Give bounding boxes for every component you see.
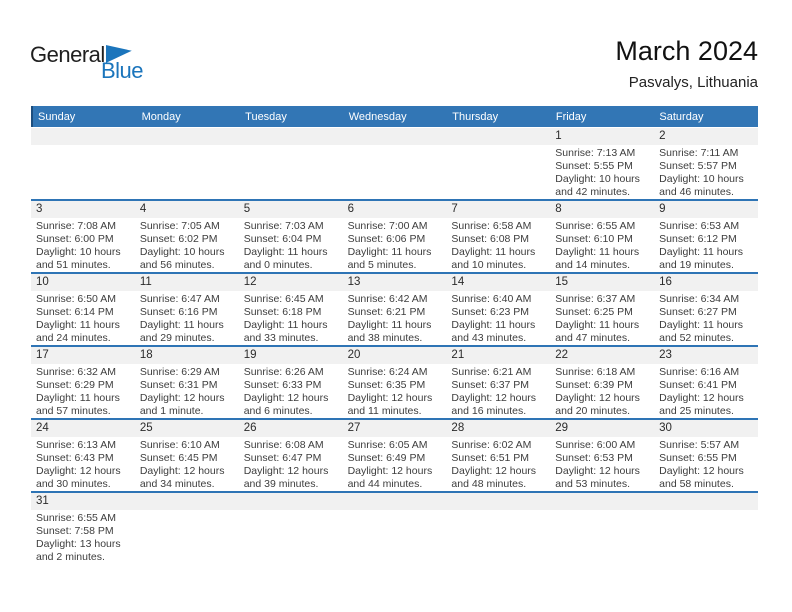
day-cell-details <box>31 437 135 491</box>
daylight-line-2: and 57 minutes. <box>36 405 111 417</box>
daylight-line-2: and 14 minutes. <box>555 259 630 271</box>
weekday-header-tuesday: Tuesday <box>245 110 287 123</box>
sunset-line: Sunset: 6:35 PM <box>347 379 426 391</box>
daylight-line-1: Daylight: 11 hours <box>243 319 328 331</box>
daylight-line-1: Daylight: 12 hours <box>555 465 640 477</box>
weekday-header-sunday: Sunday <box>38 110 76 123</box>
sunrise-line: Sunrise: 5:57 AM <box>659 439 740 451</box>
day-number: 6 <box>343 201 447 218</box>
daylight-line-1: Daylight: 11 hours <box>451 319 536 331</box>
day-cell-details <box>550 291 654 345</box>
day-cell-23 <box>654 347 758 418</box>
week-row-2 <box>31 201 758 274</box>
day-cell-16 <box>654 274 758 345</box>
sunrise-line: Sunrise: 6:13 AM <box>36 439 116 451</box>
daylight-line-2: and 52 minutes. <box>659 332 734 344</box>
sunrise-line: Sunrise: 6:40 AM <box>451 293 532 305</box>
sunrise-line: Sunrise: 7:13 AM <box>555 147 636 159</box>
day-cell-details <box>446 510 550 568</box>
day-cell-details <box>446 364 550 418</box>
day-cell-details <box>446 218 550 272</box>
sunrise-line: Sunrise: 6:50 AM <box>36 293 116 305</box>
day-cell-details <box>654 510 758 568</box>
day-cell-30 <box>654 420 758 491</box>
day-cell-7 <box>446 201 550 272</box>
empty-day-cell <box>135 493 239 568</box>
daylight-line-1: Daylight: 13 hours <box>36 538 121 550</box>
sunrise-line: Sunrise: 6:55 AM <box>555 220 636 232</box>
week-row-6 <box>31 493 758 568</box>
day-cell-details <box>239 364 343 418</box>
daylight-line-1: Daylight: 11 hours <box>659 319 743 331</box>
day-number: 9 <box>654 201 758 218</box>
empty-day-cell <box>31 128 135 199</box>
daylight-line-2: and 16 minutes. <box>451 405 527 417</box>
daylight-line-2: and 46 minutes. <box>659 186 734 198</box>
day-cell-details <box>31 364 135 418</box>
daylight-line-1: Daylight: 12 hours <box>139 465 225 477</box>
daylight-line-2: and 5 minutes. <box>347 259 417 271</box>
sunrise-line: Sunrise: 6:02 AM <box>451 439 532 451</box>
empty-day-cell <box>343 128 447 199</box>
day-number <box>239 493 343 510</box>
calendar-location: Pasvalys, Lithuania <box>628 74 758 91</box>
day-cell-details <box>135 364 239 418</box>
daylight-line-2: and 10 minutes. <box>451 259 527 271</box>
daylight-line-2: and 25 minutes. <box>659 405 734 417</box>
sunrise-line: Sunrise: 6:08 AM <box>243 439 324 451</box>
day-number: 2 <box>654 128 758 145</box>
day-cell-details <box>239 218 343 272</box>
day-number <box>135 128 239 145</box>
day-cell-details <box>446 437 550 491</box>
day-cell-details <box>135 145 239 199</box>
sunrise-line: Sunrise: 7:00 AM <box>347 220 428 232</box>
day-number: 24 <box>31 420 135 437</box>
day-number: 4 <box>135 201 239 218</box>
day-cell-15 <box>550 274 654 345</box>
daylight-line-1: Daylight: 11 hours <box>451 246 536 258</box>
sunset-line: Sunset: 6:04 PM <box>243 233 322 245</box>
sunset-line: Sunset: 6:31 PM <box>139 379 218 391</box>
day-cell-29 <box>550 420 654 491</box>
weekday-header-friday: Friday <box>555 110 587 123</box>
sunrise-line: Sunrise: 6:26 AM <box>243 366 324 378</box>
day-cell-25 <box>135 420 239 491</box>
day-cell-details <box>550 218 654 272</box>
sunrise-line: Sunrise: 6:16 AM <box>659 366 740 378</box>
sunset-line: Sunset: 6:23 PM <box>451 306 530 318</box>
sunset-line: Sunset: 6:37 PM <box>451 379 530 391</box>
daylight-line-2: and 1 minute. <box>139 405 204 417</box>
daylight-line-2: and 24 minutes. <box>36 332 111 344</box>
sunrise-line: Sunrise: 6:21 AM <box>451 366 532 378</box>
sunset-line: Sunset: 6:47 PM <box>243 452 322 464</box>
sunset-line: Sunset: 6:45 PM <box>139 452 218 464</box>
day-cell-details <box>135 510 239 568</box>
daylight-line-2: and 53 minutes. <box>555 478 630 490</box>
sunrise-line: Sunrise: 7:03 AM <box>243 220 324 232</box>
day-cell-details <box>654 364 758 418</box>
daylight-line-2: and 47 minutes. <box>555 332 630 344</box>
day-number <box>239 128 343 145</box>
daylight-line-2: and 2 minutes. <box>36 551 105 563</box>
sunset-line: Sunset: 6:49 PM <box>347 452 426 464</box>
empty-day-cell <box>135 128 239 199</box>
day-number: 27 <box>343 420 447 437</box>
day-number: 22 <box>550 347 654 364</box>
sunset-line: Sunset: 6:33 PM <box>243 379 322 391</box>
sunrise-line: Sunrise: 6:32 AM <box>36 366 116 378</box>
daylight-line-1: Daylight: 11 hours <box>659 246 743 258</box>
daylight-line-1: Daylight: 12 hours <box>555 392 640 404</box>
daylight-line-1: Daylight: 10 hours <box>139 246 225 258</box>
day-cell-10 <box>31 274 135 345</box>
day-cell-details <box>654 145 758 199</box>
day-cell-details <box>239 437 343 491</box>
day-cell-24 <box>31 420 135 491</box>
empty-day-cell <box>446 493 550 568</box>
day-number: 5 <box>239 201 343 218</box>
sunset-line: Sunset: 6:10 PM <box>555 233 633 245</box>
day-cell-details <box>31 145 135 199</box>
day-number <box>343 493 447 510</box>
week-row-3 <box>31 274 758 347</box>
sunset-line: Sunset: 6:55 PM <box>659 452 737 464</box>
day-cell-12 <box>239 274 343 345</box>
daylight-line-2: and 30 minutes. <box>36 478 111 490</box>
day-cell-details <box>343 145 447 199</box>
weekday-header-monday: Monday <box>141 110 181 123</box>
daylight-line-1: Daylight: 11 hours <box>347 246 432 258</box>
daylight-line-1: Daylight: 12 hours <box>347 465 433 477</box>
day-number: 23 <box>654 347 758 364</box>
daylight-line-2: and 42 minutes. <box>555 186 630 198</box>
sunrise-line: Sunrise: 7:11 AM <box>659 147 739 159</box>
day-cell-4 <box>135 201 239 272</box>
daylight-line-2: and 58 minutes. <box>659 478 734 490</box>
daylight-line-1: Daylight: 11 hours <box>555 246 640 258</box>
day-cell-details <box>31 291 135 345</box>
day-number: 17 <box>31 347 135 364</box>
day-number: 16 <box>654 274 758 291</box>
day-number <box>446 493 550 510</box>
sunrise-line: Sunrise: 7:05 AM <box>139 220 220 232</box>
daylight-line-2: and 19 minutes. <box>659 259 734 271</box>
calendar-body <box>31 128 758 568</box>
daylight-line-1: Daylight: 11 hours <box>347 319 432 331</box>
day-number: 3 <box>31 201 135 218</box>
sunset-line: Sunset: 6:21 PM <box>347 306 426 318</box>
logo-text-blue: Blue <box>101 58 144 83</box>
day-cell-details <box>135 437 239 491</box>
sunset-line: Sunset: 6:43 PM <box>36 452 114 464</box>
weekday-header-row <box>31 106 758 127</box>
sunset-line: Sunset: 6:14 PM <box>36 306 114 318</box>
daylight-line-1: Daylight: 12 hours <box>139 392 225 404</box>
day-number: 20 <box>343 347 447 364</box>
sunset-line: Sunset: 6:18 PM <box>243 306 322 318</box>
sunrise-line: Sunrise: 6:05 AM <box>347 439 428 451</box>
daylight-line-2: and 20 minutes. <box>555 405 630 417</box>
day-number: 30 <box>654 420 758 437</box>
day-cell-details <box>343 364 447 418</box>
general-blue-logo <box>30 42 170 83</box>
daylight-line-1: Daylight: 10 hours <box>36 246 121 258</box>
daylight-line-1: Daylight: 12 hours <box>451 392 537 404</box>
daylight-line-1: Daylight: 12 hours <box>347 392 433 404</box>
day-number: 10 <box>31 274 135 291</box>
daylight-line-2: and 6 minutes. <box>243 405 313 417</box>
week-row-5 <box>31 420 758 493</box>
sunset-line: Sunset: 5:57 PM <box>659 160 737 172</box>
day-number <box>654 493 758 510</box>
day-cell-details <box>550 364 654 418</box>
daylight-line-2: and 34 minutes. <box>139 478 215 490</box>
day-number: 12 <box>239 274 343 291</box>
calendar-title: March 2024 <box>615 36 758 66</box>
day-number: 31 <box>31 493 135 510</box>
sunset-line: Sunset: 6:00 PM <box>36 233 114 245</box>
day-number: 13 <box>343 274 447 291</box>
sunset-line: Sunset: 7:58 PM <box>36 525 114 537</box>
day-cell-5 <box>239 201 343 272</box>
day-cell-8 <box>550 201 654 272</box>
day-cell-14 <box>446 274 550 345</box>
day-cell-details <box>31 510 135 568</box>
day-number: 25 <box>135 420 239 437</box>
day-number: 26 <box>239 420 343 437</box>
day-cell-details <box>550 145 654 199</box>
daylight-line-1: Daylight: 12 hours <box>451 465 537 477</box>
daylight-line-1: Daylight: 12 hours <box>243 392 329 404</box>
daylight-line-1: Daylight: 11 hours <box>139 319 224 331</box>
day-cell-3 <box>31 201 135 272</box>
day-cell-details <box>343 510 447 568</box>
day-cell-18 <box>135 347 239 418</box>
day-cell-11 <box>135 274 239 345</box>
day-cell-2 <box>654 128 758 199</box>
day-number <box>550 493 654 510</box>
sunrise-line: Sunrise: 6:37 AM <box>555 293 636 305</box>
day-cell-17 <box>31 347 135 418</box>
day-cell-21 <box>446 347 550 418</box>
day-cell-details <box>239 510 343 568</box>
daylight-line-1: Daylight: 11 hours <box>243 246 328 258</box>
day-number: 28 <box>446 420 550 437</box>
daylight-line-2: and 0 minutes. <box>243 259 313 271</box>
sunset-line: Sunset: 6:41 PM <box>659 379 737 391</box>
day-number: 7 <box>446 201 550 218</box>
day-cell-details <box>239 291 343 345</box>
daylight-line-2: and 43 minutes. <box>451 332 527 344</box>
sunset-line: Sunset: 6:29 PM <box>36 379 114 391</box>
day-number: 21 <box>446 347 550 364</box>
daylight-line-2: and 11 minutes. <box>347 405 422 417</box>
week-row-1 <box>31 128 758 201</box>
sunrise-line: Sunrise: 6:53 AM <box>659 220 740 232</box>
daylight-line-1: Daylight: 12 hours <box>243 465 329 477</box>
sunset-line: Sunset: 6:39 PM <box>555 379 633 391</box>
day-number <box>343 128 447 145</box>
week-row-4 <box>31 347 758 420</box>
empty-day-cell <box>446 128 550 199</box>
sunset-line: Sunset: 6:08 PM <box>451 233 530 245</box>
day-cell-20 <box>343 347 447 418</box>
daylight-line-2: and 56 minutes. <box>139 259 215 271</box>
day-cell-details <box>343 437 447 491</box>
sunrise-line: Sunrise: 7:08 AM <box>36 220 116 232</box>
sunset-line: Sunset: 6:25 PM <box>555 306 633 318</box>
day-cell-26 <box>239 420 343 491</box>
day-cell-details <box>343 218 447 272</box>
weekday-header-saturday: Saturday <box>659 110 704 123</box>
day-number: 29 <box>550 420 654 437</box>
day-cell-details <box>550 510 654 568</box>
daylight-line-2: and 29 minutes. <box>139 332 215 344</box>
day-cell-31 <box>31 493 135 568</box>
day-cell-19 <box>239 347 343 418</box>
sunrise-line: Sunrise: 6:55 AM <box>36 512 116 524</box>
daylight-line-1: Daylight: 12 hours <box>659 465 744 477</box>
day-number: 11 <box>135 274 239 291</box>
day-cell-details <box>31 218 135 272</box>
sunrise-line: Sunrise: 6:45 AM <box>243 293 324 305</box>
sunrise-line: Sunrise: 6:34 AM <box>659 293 740 305</box>
day-cell-details <box>343 291 447 345</box>
weekday-header-thursday: Thursday <box>452 110 499 123</box>
empty-day-cell <box>550 493 654 568</box>
daylight-line-1: Daylight: 11 hours <box>555 319 640 331</box>
day-number: 15 <box>550 274 654 291</box>
sunset-line: Sunset: 6:53 PM <box>555 452 633 464</box>
day-cell-details <box>550 437 654 491</box>
day-cell-6 <box>343 201 447 272</box>
day-number <box>31 128 135 145</box>
day-number: 1 <box>550 128 654 145</box>
day-cell-9 <box>654 201 758 272</box>
sunrise-line: Sunrise: 6:42 AM <box>347 293 428 305</box>
sunset-line: Sunset: 6:06 PM <box>347 233 426 245</box>
day-cell-1 <box>550 128 654 199</box>
day-number: 19 <box>239 347 343 364</box>
daylight-line-2: and 38 minutes. <box>347 332 423 344</box>
daylight-line-1: Daylight: 10 hours <box>555 173 640 185</box>
sunset-line: Sunset: 6:27 PM <box>659 306 737 318</box>
day-cell-details <box>654 437 758 491</box>
day-cell-details <box>446 145 550 199</box>
daylight-line-1: Daylight: 11 hours <box>36 319 120 331</box>
day-cell-13 <box>343 274 447 345</box>
day-number <box>135 493 239 510</box>
daylight-line-2: and 44 minutes. <box>347 478 423 490</box>
sunrise-line: Sunrise: 6:10 AM <box>139 439 220 451</box>
sunrise-line: Sunrise: 6:47 AM <box>139 293 220 305</box>
sunset-line: Sunset: 6:16 PM <box>139 306 218 318</box>
day-number: 18 <box>135 347 239 364</box>
daylight-line-1: Daylight: 10 hours <box>659 173 744 185</box>
day-cell-details <box>654 218 758 272</box>
sunrise-line: Sunrise: 6:58 AM <box>451 220 532 232</box>
day-number: 14 <box>446 274 550 291</box>
empty-day-cell <box>239 128 343 199</box>
empty-day-cell <box>239 493 343 568</box>
daylight-line-1: Daylight: 11 hours <box>36 392 120 404</box>
empty-day-cell <box>654 493 758 568</box>
sunrise-line: Sunrise: 6:24 AM <box>347 366 428 378</box>
title-block <box>615 36 758 91</box>
sunset-line: Sunset: 6:02 PM <box>139 233 218 245</box>
day-number: 8 <box>550 201 654 218</box>
logo-text-general: General <box>30 42 105 67</box>
daylight-line-2: and 39 minutes. <box>243 478 319 490</box>
sunrise-line: Sunrise: 6:00 AM <box>555 439 636 451</box>
daylight-line-2: and 51 minutes. <box>36 259 111 271</box>
calendar-grid <box>31 106 758 568</box>
daylight-line-1: Daylight: 12 hours <box>659 392 744 404</box>
sunset-line: Sunset: 5:55 PM <box>555 160 633 172</box>
weekday-header-wednesday: Wednesday <box>348 110 407 123</box>
sunset-line: Sunset: 6:12 PM <box>659 233 737 245</box>
daylight-line-2: and 33 minutes. <box>243 332 319 344</box>
day-cell-details <box>654 291 758 345</box>
day-cell-27 <box>343 420 447 491</box>
sunrise-line: Sunrise: 6:29 AM <box>139 366 220 378</box>
day-cell-28 <box>446 420 550 491</box>
day-cell-22 <box>550 347 654 418</box>
daylight-line-1: Daylight: 12 hours <box>36 465 121 477</box>
empty-day-cell <box>343 493 447 568</box>
sunrise-line: Sunrise: 6:18 AM <box>555 366 636 378</box>
sunset-line: Sunset: 6:51 PM <box>451 452 530 464</box>
day-number <box>446 128 550 145</box>
daylight-line-2: and 48 minutes. <box>451 478 527 490</box>
day-cell-details <box>135 218 239 272</box>
day-cell-details <box>239 145 343 199</box>
day-cell-details <box>446 291 550 345</box>
day-cell-details <box>135 291 239 345</box>
